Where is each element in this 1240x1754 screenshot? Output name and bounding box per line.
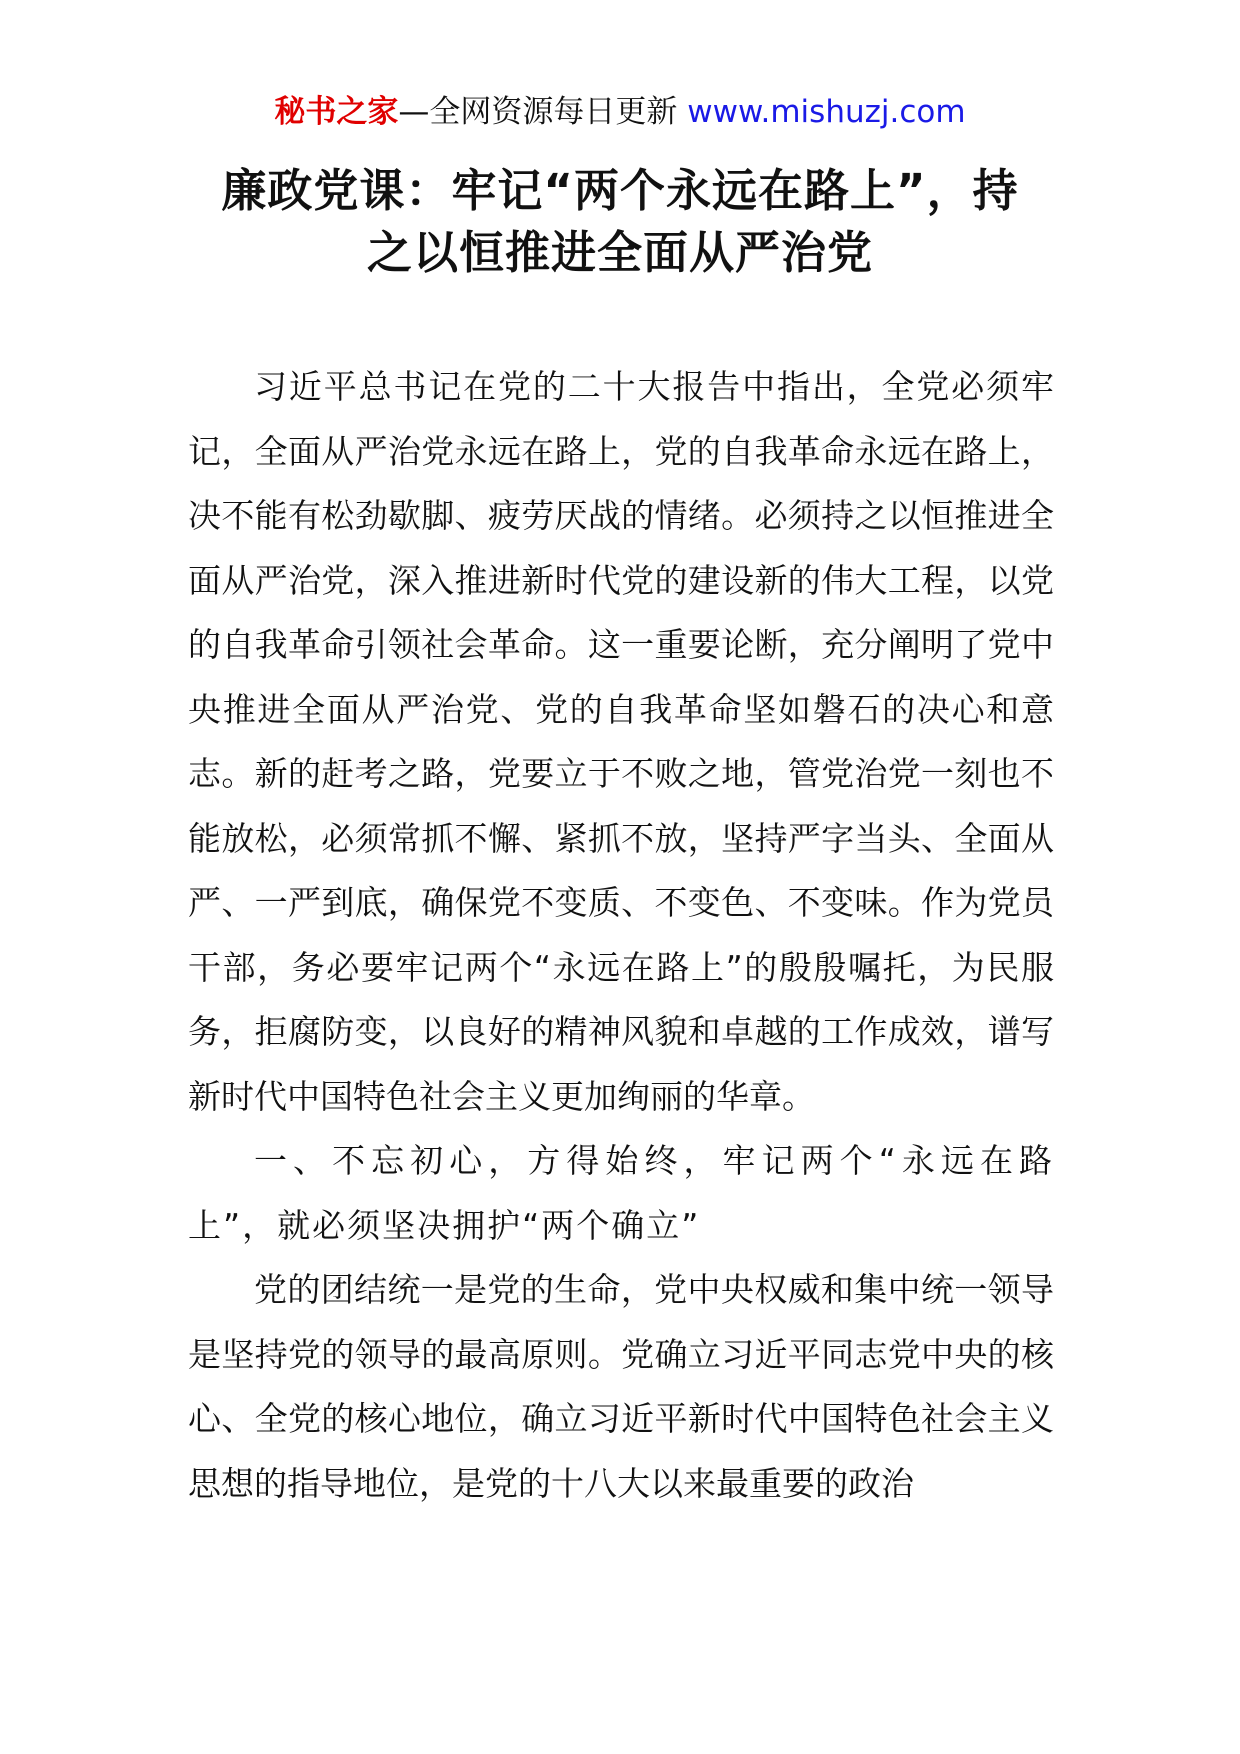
intro-paragraph: 习近平总书记在党的二十大报告中指出，全党必须牢记，全面从严治党永远在路上，党的自我革命永远在路上，决不能有松劲歇脚、疲劳厌战的情绪。必须持之以恒推进全面从严治党，深入推进新时代党的建设新的伟大工程，以党的自我革命引领社会革命。这一重要论断，充分阐明了党中央推进全面从严治党、党的自我革命坚如磐石的决心和意志。新的赶考之路，党要立于不败之地，管党治党一刻也不能放松，必须常抓不懈、紧抓不放，坚持严字当头、全面从严、一严到底，确保党不变质、不变色、不变味。作为党员干部，务必要牢记两个“永远在路上”的殷殷嘱托，为民服务，拒腐防变，以良好的精神风貌和卓越的工作成效，谱写新时代中国特色社会主义更加绚丽的华章。 [188, 367, 1054, 1116]
section-heading-1: 一、不忘初心，方得始终，牢记两个“永远在路上”，就必须坚决拥护“两个确立” [188, 1141, 1054, 1245]
website-link[interactable]: www.mishuzj.com [687, 94, 966, 130]
document-title [190, 160, 1050, 284]
site-header [0, 92, 1240, 132]
section-1-paragraph: 党的团结统一是党的生命，党中央权威和集中统一领导是坚持党的领导的最高原则。党确立习近平同志党中央的核心、全党的核心地位，确立习近平新时代中国特色社会主义思想的指导地位，是党的十八大以来最重要的政治 [188, 1270, 1054, 1503]
header-slogan: —全网资源每日更新 [398, 94, 678, 130]
brand-name: 秘书之家 [274, 94, 399, 130]
title-line-2: 之以恒推进全面从严治党 [366, 226, 873, 279]
document-body [188, 355, 1054, 1516]
title-line-1: 廉政党课：牢记“两个永远在路上”，持 [221, 164, 1019, 217]
